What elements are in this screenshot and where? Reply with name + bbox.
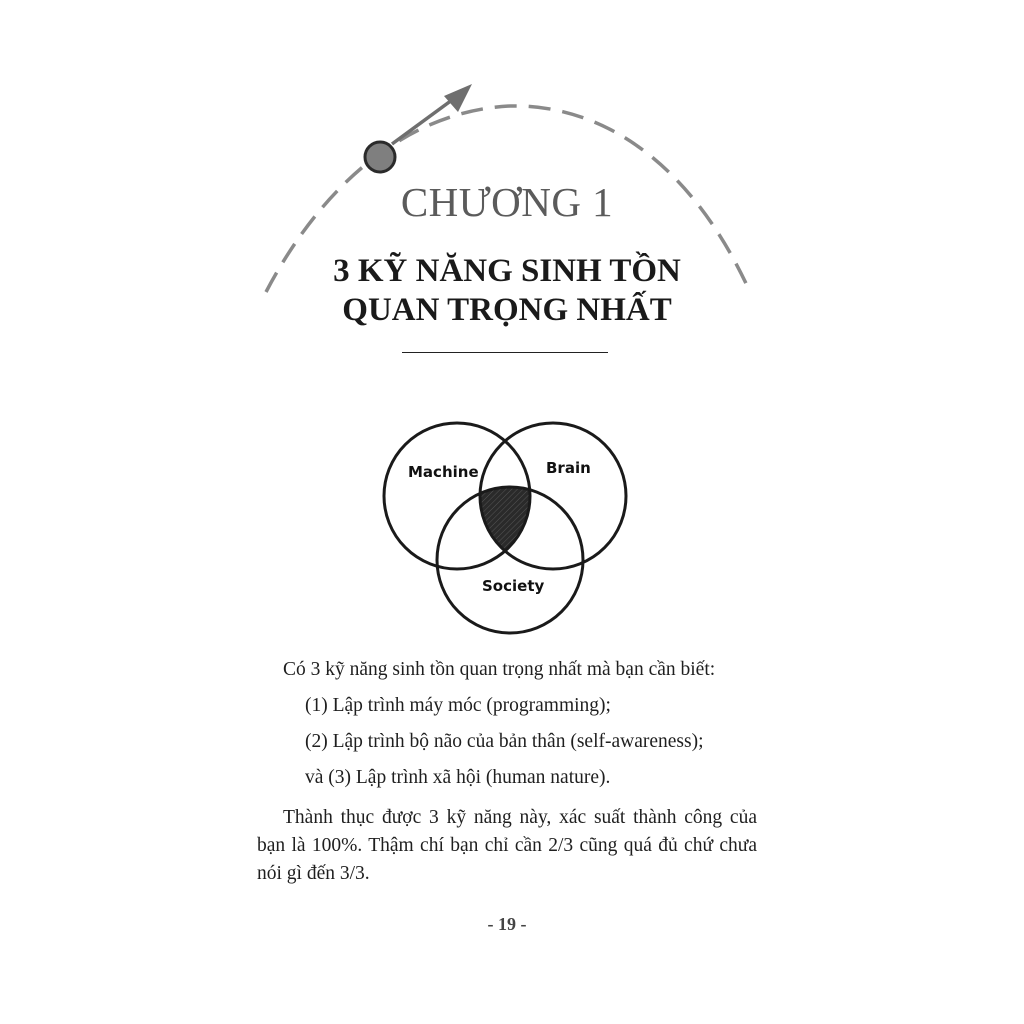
page-number: - 19 -: [487, 914, 527, 934]
chapter-label: CHƯƠNG 1: [400, 179, 614, 225]
title-divider: [402, 352, 608, 353]
list-item-3: và (3) Lập trình xã hội (human nature).: [305, 767, 611, 788]
trajectory-arrow-shaft: [392, 100, 452, 144]
body-text: [257, 652, 757, 888]
ball-icon: [365, 142, 395, 172]
chapter-title: [0, 252, 1014, 330]
list-item-2: (2) Lập trình bộ não của bản thân (self-awareness);: [305, 731, 704, 752]
intro-line: Có 3 kỹ năng sinh tồn quan trọng nhất mà bạn cần biết:: [283, 659, 716, 680]
venn-diagram: [370, 410, 640, 650]
chapter-title-line2: QUAN TRỌNG NHẤT: [342, 292, 672, 328]
list-item-1: (1) Lập trình máy móc (programming);: [305, 695, 611, 716]
venn-label-society: Society: [482, 577, 545, 595]
arrow-icon: [444, 84, 472, 112]
chapter-title-line1: 3 KỸ NĂNG SINH TỒN: [333, 253, 681, 289]
conclusion-paragraph: Thành thục được 3 kỹ năng này, xác suất thành công của bạn là 100%. Thậm chí bạn chỉ cần 2/3 cũng quá đủ chứ chưa nói gì đến 3/3.: [257, 807, 757, 884]
venn-label-brain: Brain: [546, 459, 591, 477]
venn-label-machine: Machine: [408, 463, 479, 481]
